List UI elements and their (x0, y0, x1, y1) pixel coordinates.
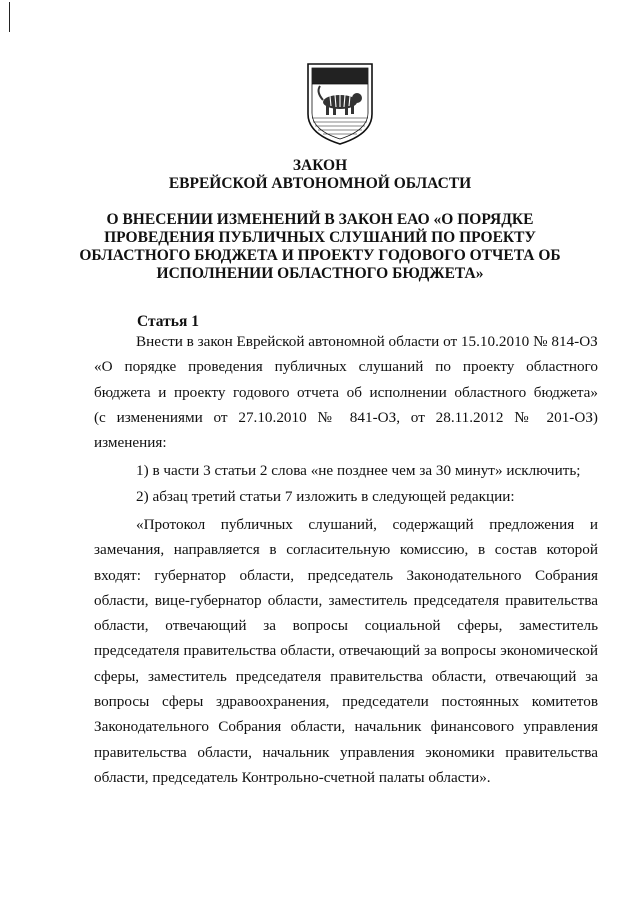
paragraph-line: Внести в закон Еврейской автономной области от 15.10.2010 № 814-ОЗ (136, 333, 598, 350)
paragraph-line: вопросы сферы здравоохранения, председатели постоянных комитетов (94, 693, 598, 711)
paragraph-line: Законодательного Собрания области, начальник финансового управления (94, 718, 598, 736)
paragraph-line: изменения: (94, 434, 167, 452)
paragraph-line: правительства области, начальник управления экономики правительства (94, 743, 598, 761)
amended-text-quote (94, 512, 598, 790)
article-intro-paragraph (94, 329, 598, 455)
paragraph-line: председателя правительства области, отвечающий за вопросы экономической (94, 642, 598, 660)
margin-mark (9, 2, 10, 32)
paragraph-line: области, председатель Контрольно-счетной палаты области». (94, 768, 491, 786)
law-title-line: О ВНЕСЕНИИ ИЗМЕНЕНИЙ В ЗАКОН ЕАО «О ПОРЯДКЕ (106, 211, 534, 228)
region-heading: ЕВРЕЙСКОЙ АВТОНОМНОЙ ОБЛАСТИ (168, 175, 472, 192)
paragraph-line: сферы, заместитель председателя правительства области, отвечающий за (94, 667, 598, 685)
paragraph-line: «Протокол публичных слушаний, содержащий предложения и (136, 516, 598, 533)
law-title (70, 211, 570, 283)
paragraph-line: 2) абзац третий статьи 7 изложить в следующей редакции: (136, 488, 515, 505)
coat-of-arms-emblem (304, 60, 376, 148)
law-title-line: ПРОВЕДЕНИЯ ПУБЛИЧНЫХ СЛУШАНИЙ ПО ПРОЕКТУ (104, 229, 536, 246)
paragraph-line: бюджета и проекту годового отчета об исполнении областного бюджета» (94, 383, 598, 401)
amendment-item-1 (94, 458, 598, 483)
paragraph-line: области, вице-губернатор области, заместитель председателя правительства (94, 591, 598, 609)
law-title-line: ИСПОЛНЕНИИ ОБЛАСТНОГО БЮДЖЕТА» (156, 265, 484, 282)
paragraph-line: входят: губернатор области, председатель Законодательного Собрания (94, 566, 598, 584)
paragraph-line: (с изменениями от 27.10.2010 № 841-ОЗ, от 28.11.2012 № 201-ОЗ) (94, 408, 598, 426)
law-title-line: ОБЛАСТНОГО БЮДЖЕТА И ПРОЕКТУ ГОДОВОГО ОТЧЕТА ОБ (79, 247, 561, 264)
paragraph-line: замечания, направляется в согласительную комиссию, в состав которой (94, 541, 598, 559)
paragraph-line: 1) в части 3 статьи 2 слова «не позднее чем за 30 минут» исключить; (136, 462, 581, 479)
amendment-item-2 (94, 484, 598, 509)
article-heading: Статья 1 (137, 313, 199, 330)
document-type-heading: ЗАКОН (292, 157, 348, 174)
paragraph-line: области, отвечающий за вопросы социальной сферы, заместитель (94, 617, 598, 635)
paragraph-line: «О порядке проведения публичных слушаний по проекту областного (94, 358, 598, 376)
